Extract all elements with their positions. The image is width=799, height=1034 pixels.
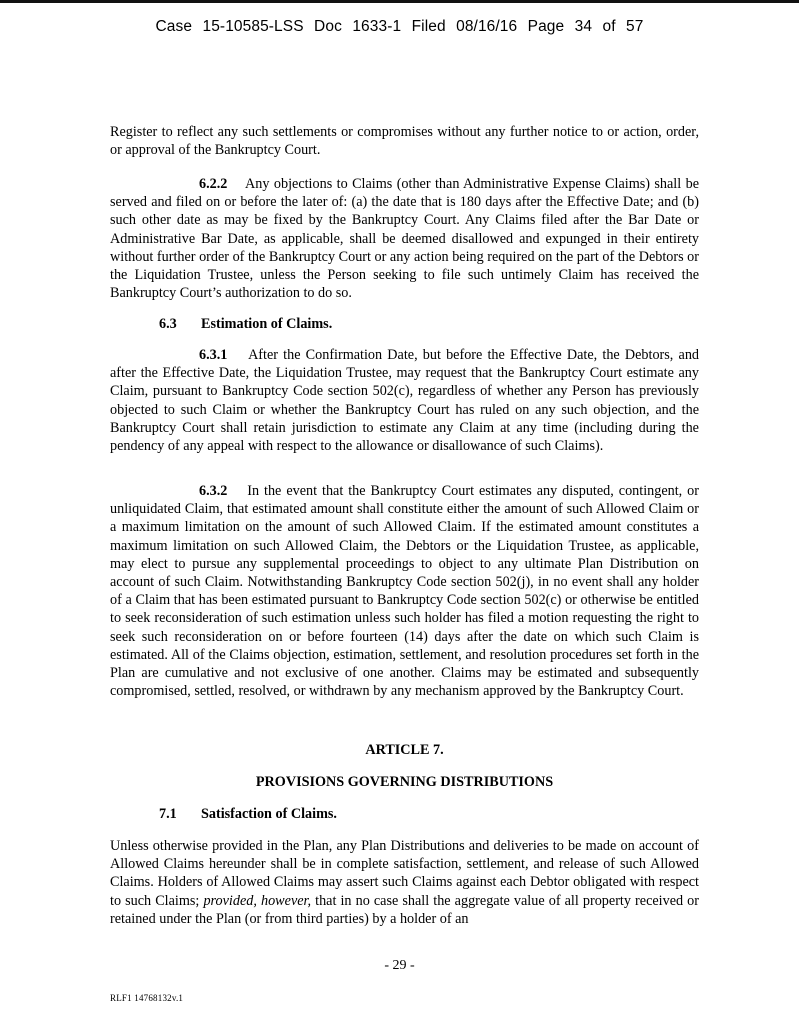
top-border <box>0 0 799 3</box>
paragraph-text: After the Confirmation Date, but before the Effective Date, the Debtors, and after the Effective Date, the Liquidation Trustee, may request that the Bankruptcy Court estimate any Claim, pursuant to Bankruptcy Code section 502(c), regardless of whether any Person has previously objected to such Claim or whether the Bankruptcy Court has ruled on any such objection, and the Bankruptcy Court shall retain jurisdiction to estimate any Claim at any time (including during the pendency of any appeal with respect to the allowance or disallowance of such Claims). <box>110 347 700 455</box>
paragraph-6-2-2 <box>110 175 699 302</box>
article-label: ARTICLE 7. <box>365 742 444 758</box>
paragraph-text: Register to reflect any such settlements or compromises without any further notice to or action, order, or approval of the Bankruptcy Court. <box>110 124 699 159</box>
section-heading-7-1 <box>159 806 337 823</box>
article-title: PROVISIONS GOVERNING DISTRIBUTIONS <box>255 774 554 790</box>
section-heading-6-3 <box>159 316 332 333</box>
section-number: 6.2.2 <box>199 176 228 192</box>
paragraph-7-1 <box>110 837 699 928</box>
paragraph-continuation <box>110 123 699 159</box>
section-number: 7.1 <box>159 806 177 822</box>
paragraph-6-3-2 <box>110 482 699 700</box>
document-id: RLF1 14768132v.1 <box>110 993 184 1003</box>
case-header: Case 15-10585-LSS Doc 1633-1 Filed 08/16/16 Page 34 of 57 <box>155 18 644 35</box>
section-number: 6.3 <box>159 316 177 332</box>
paragraph-text: Unless otherwise provided in the Plan, any Plan Distributions and deliveries to be made on account of Allowed Claims hereunder shall be in complete satisfaction, settlement, and release of such Allowed Claims. Holders of Allowed Claims may assert such Claims against each Debtor obligated with respect to such Claims; <box>110 838 699 909</box>
paragraph-text: Any objections to Claims (other than Administrative Expense Claims) shall be served and filed on or before the later of: (a) the date that is 180 days after the Effective Date; and (b) such other date as may be fixed by the Bankruptcy Court. Any Claims filed after the Bar Date or Administrative Bar Date, as applicable, shall be deemed disallowed and expunged in their entirety without further order of the Bankruptcy Court or any action being required on the part of the Debtors or the Liquidation Trustee, unless the Person seeking to file such untimely Claim has received the Bankruptcy Court’s authorization to do so. <box>110 176 699 302</box>
section-title: Satisfaction of Claims. <box>201 806 337 822</box>
section-number: 6.3.1 <box>199 347 228 363</box>
paragraph-6-3-1 <box>110 346 699 455</box>
italic-phrase: provided, however, <box>203 892 312 909</box>
section-title: Estimation of Claims. <box>201 316 333 332</box>
paragraph-text: In the event that the Bankruptcy Court estimates any disputed, contingent, or unliquidated Claim, that estimated amount shall constitute either the amount of such Allowed Claim or a maximum limitation on the amount of such Allowed Claim. If the estimated amount constitutes a maximum limitation on such Allowed Claim, the Debtors or the Liquidation Trustee, as applicable, may elect to pursue any supplemental proceedings to object to any ultimate Plan Distribution on account of such Claim. Notwithstanding Bankruptcy Code section 502(j), in no event shall any holder of a Claim that has been estimated pursuant to Bankruptcy Code section 502(c) or otherwise be entitled to seek reconsideration of such estimation unless such holder has filed a motion requesting the right to seek such reconsideration on or before fourteen (14) days after the date on which such Claim is estimated. All of the Claims objection, estimation, settlement, and resolution procedures set forth in the Plan are cumulative and not exclusive of one another. Claims may be estimated and subsequently compromised, settled, resolved, or withdrawn by any mechanism approved by the Bankruptcy Court. <box>110 483 699 700</box>
section-number: 6.3.2 <box>199 483 228 499</box>
page-number: - 29 - <box>384 958 415 973</box>
paragraph-text-continued: that in no case shall the aggregate value of all property received or retained under the Plan (or from third parties) by a holder of an <box>110 892 699 927</box>
